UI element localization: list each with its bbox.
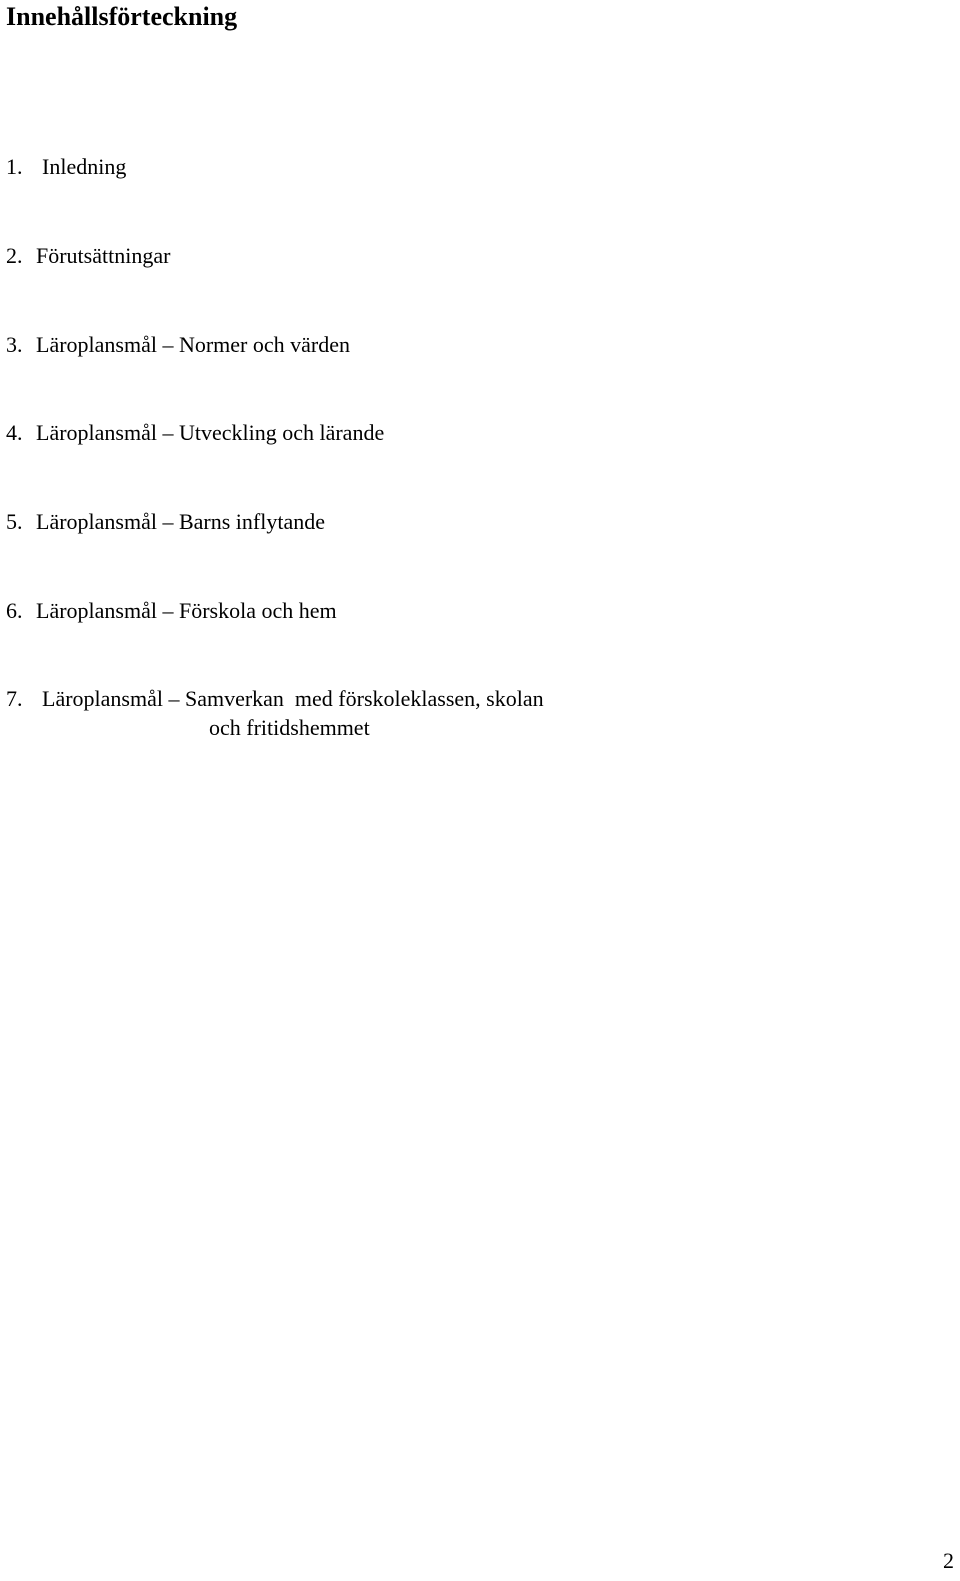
toc-item-text: Läroplansmål – Utveckling och lärande <box>36 420 385 445</box>
toc-item-samverkan <box>6 685 544 713</box>
toc-item-text: Förutsättningar <box>36 243 171 268</box>
toc-item-number: 6. <box>6 598 23 623</box>
toc-item-number: 2. <box>6 243 23 268</box>
toc-item-number: 4. <box>6 420 23 445</box>
toc-item-inledning <box>6 153 126 181</box>
toc-item-number: 7. <box>6 686 23 711</box>
toc-item-barns-inflytande <box>6 508 325 536</box>
page-number: 2 <box>943 1548 954 1573</box>
toc-item-text: Läroplansmål – Barns inflytande <box>36 509 325 534</box>
toc-item-samverkan-continuation: och fritidshemmet <box>209 715 370 740</box>
toc-item-number: 1. <box>6 154 23 179</box>
toc-item-normer-och-varden <box>6 331 350 359</box>
toc-item-utveckling-och-larande <box>6 419 384 447</box>
toc-item-text: Inledning <box>42 154 127 179</box>
toc-item-text: Läroplansmål – Förskola och hem <box>36 598 337 623</box>
toc-item-text: Läroplansmål – Samverkan med förskoleklassen, skolan <box>42 686 544 711</box>
toc-item-forutsattningar <box>6 242 170 270</box>
toc-item-text: Läroplansmål – Normer och värden <box>36 332 350 357</box>
toc-item-number: 5. <box>6 509 23 534</box>
page-title: Innehållsförteckning <box>6 2 238 31</box>
toc-item-number: 3. <box>6 332 23 357</box>
toc-item-forskola-och-hem <box>6 597 337 625</box>
